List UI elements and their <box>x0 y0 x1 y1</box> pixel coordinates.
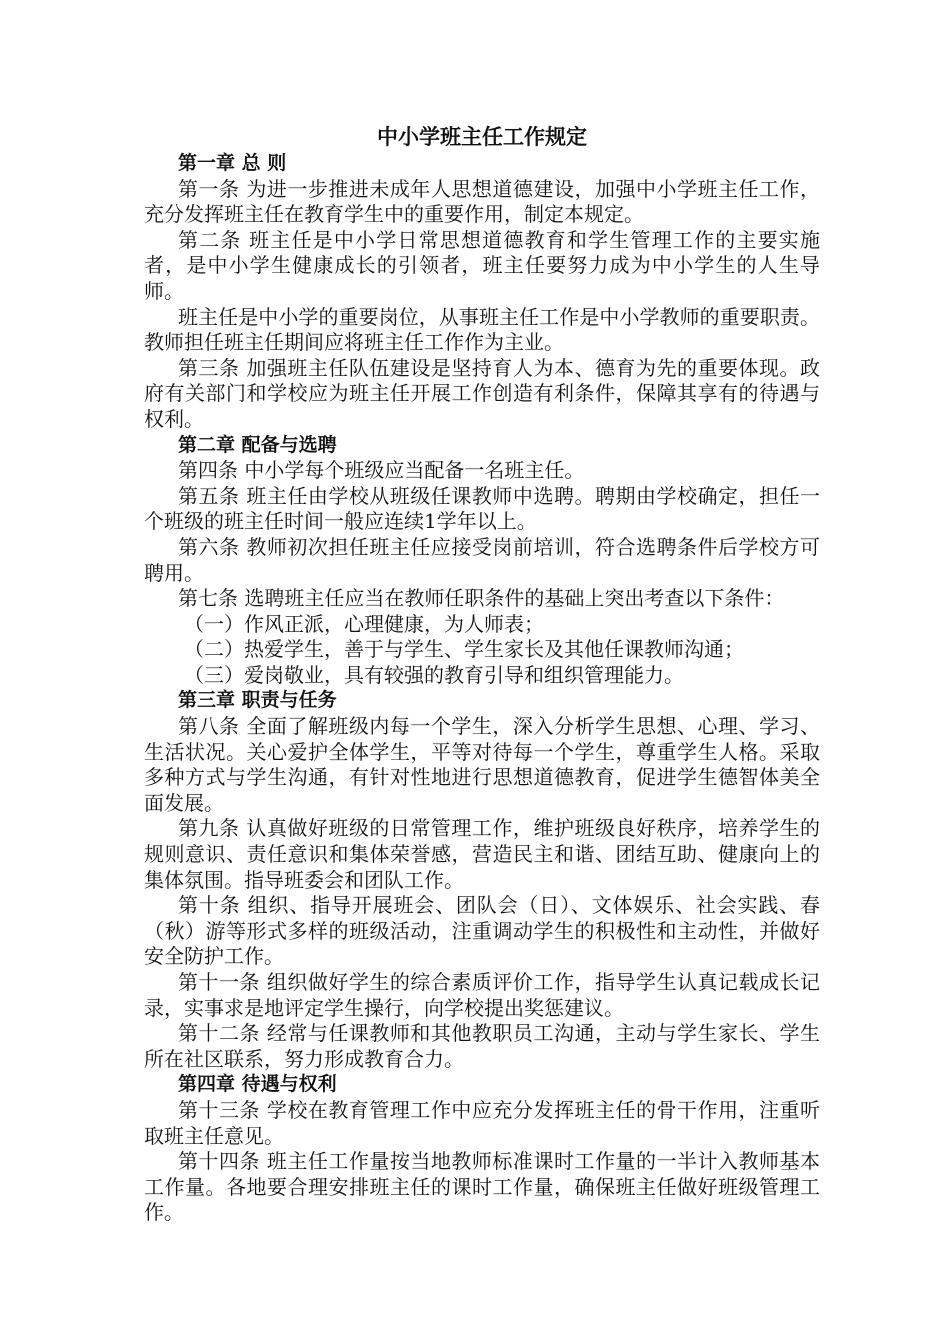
chapter-heading-1: 第一章 总 则 <box>178 152 287 174</box>
article-7-item-1: （一）作风正派，心理健康，为人师表； <box>184 611 544 636</box>
article-3: 第三条 加强班主任队伍建设是坚持育人为本、德育为先的重要体现。政府有关部门和学校应为班主任开展工作创造有利条件，保障其享有的待遇与权利。 <box>144 355 820 431</box>
article-1: 第一条 为进一步推进未成年人思想道德建设，加强中小学班主任工作，充分发挥班主任在教育学生中的重要作用，制定本规定。 <box>144 176 820 227</box>
article-12: 第十二条 经常与任课教师和其他教职员工沟通，主动与学生家长、学生所在社区联系，努力形成教育合力。 <box>144 1021 820 1071</box>
article-14: 第十四条 班主任工作量按当地教师标准课时工作量的一半计入教师基本工作量。各地要合理安排班主任的课时工作量，确保班主任做好班级管理工作。 <box>144 1149 820 1225</box>
article-9: 第九条 认真做好班级的日常管理工作，维护班级良好秩序，培养学生的规则意识、责任意识和集体荣誉感，营造民主和谐、团结互助、健康向上的集体氛围。指导班委会和团队工作。 <box>144 816 820 892</box>
chapter-heading-4: 第四章 待遇与权利 <box>178 1073 337 1096</box>
article-6: 第六条 教师初次担任班主任应接受岗前培训，符合选聘条件后学校方可聘用。 <box>144 534 820 585</box>
document-page <box>144 124 820 1226</box>
article-2: 第二条 班主任是中小学日常思想道德教育和学生管理工作的主要实施者，是中小学生健康成长的引领者，班主任要努力成为中小学生的人生导师。 <box>144 227 820 303</box>
chapter-heading-3: 第三章 职责与任务 <box>178 689 337 712</box>
article-8: 第八条 全面了解班级内每一个学生，深入分析学生思想、心理、学习、生活状况。关心爱护全体学生，平等对待每一个学生，尊重学生人格。采取多种方式与学生沟通，有针对性地进行思想道德教育，促进学生德智体美全面发展。 <box>144 714 820 815</box>
article-5: 第五条 班主任由学校从班级任课教师中选聘。聘期由学校确定，担任一个班级的班主任时间一般应连续1学年以上。 <box>144 483 820 534</box>
article-2-paragraph-2: 班主任是中小学的重要岗位，从事班主任工作是中小学教师的重要职责。教师担任班主任期间应将班主任工作作为主业。 <box>144 304 820 355</box>
article-10: 第十条 组织、指导开展班会、团队会（日）、文体娱乐、社会实践、春（秋）游等形式多样的班级活动，注重调动学生的积极性和主动性，并做好安全防护工作。 <box>144 893 820 969</box>
document-title: 中小学班主任工作规定 <box>377 125 587 149</box>
chapter-heading-2: 第二章 配备与选聘 <box>178 433 337 456</box>
article-11: 第十一条 组织做好学生的综合素质评价工作，指导学生认真记载成长记录，实事求是地评定学生操行，向学校提出奖惩建议。 <box>144 970 820 1020</box>
article-7-item-3: （三）爱岗敬业，具有较强的教育引导和组织管理能力。 <box>184 662 684 687</box>
article-7: 第七条 选聘班主任应当在教师任职条件的基础上突出考查以下条件： <box>178 586 785 611</box>
article-4: 第四条 中小学每个班级应当配备一名班主任。 <box>178 458 585 483</box>
article-7-item-2: （二）热爱学生，善于与学生、学生家长及其他任课教师沟通； <box>184 637 744 662</box>
article-13: 第十三条 学校在教育管理工作中应充分发挥班主任的骨干作用，注重听取班主任意见。 <box>144 1097 820 1148</box>
